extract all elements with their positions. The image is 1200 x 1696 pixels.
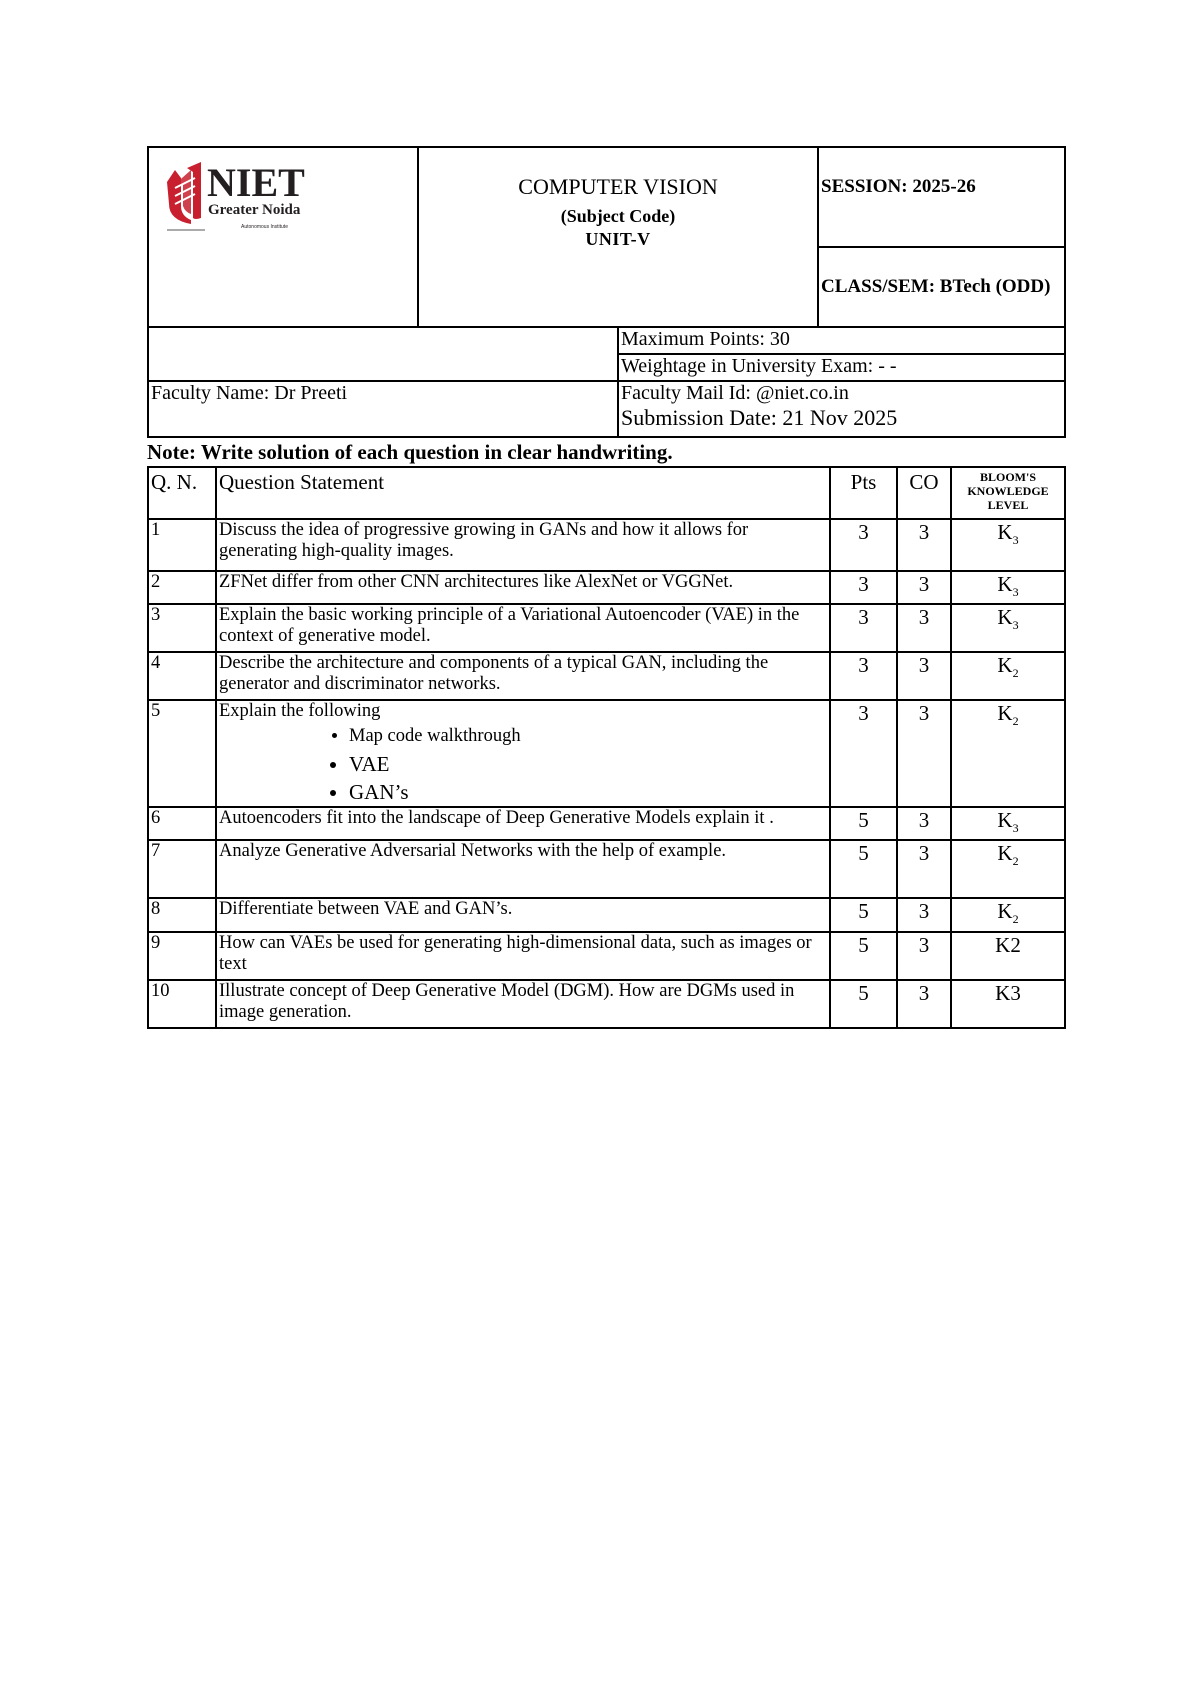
col-co: CO xyxy=(897,467,951,519)
question-statement xyxy=(216,519,830,571)
question-number: 6 xyxy=(148,807,216,840)
level-text: K xyxy=(997,841,1013,866)
submission-date: Submission Date: 21 Nov 2025 xyxy=(621,405,898,430)
question-statement xyxy=(216,932,830,980)
question-statement xyxy=(216,980,830,1028)
note: Note: Write solution of each question in clear handwriting. xyxy=(147,440,673,464)
question-statement xyxy=(216,700,830,807)
question-pts: 5 xyxy=(830,840,897,898)
question-row xyxy=(148,898,1065,931)
question-pts: 3 xyxy=(830,652,897,700)
level-text: K xyxy=(997,520,1013,544)
question-co: 3 xyxy=(897,571,951,604)
weightage: Weightage in University Exam: - - xyxy=(621,355,897,377)
question-pts: 3 xyxy=(830,700,897,807)
question-statement xyxy=(216,807,830,840)
level-subscript: 3 xyxy=(1012,618,1019,633)
question-row xyxy=(148,807,1065,840)
weightage-cell xyxy=(618,354,1065,381)
max-points: Maximum Points: 30 xyxy=(621,328,790,350)
level-text: K3 xyxy=(995,980,1021,1005)
question-pts: 5 xyxy=(830,898,897,931)
session-label: SESSION: 2025-26 xyxy=(821,176,976,197)
table-header-row xyxy=(148,467,1065,519)
logo-tagline: Autonomous Institute xyxy=(241,224,288,230)
max-points-cell xyxy=(618,327,1065,354)
question-text: Differentiate between VAE and GAN’s. xyxy=(219,899,513,920)
question-text: Describe the architecture and components of a typical GAN, including the generator and discriminator networks. xyxy=(219,653,769,695)
question-co: 3 xyxy=(897,980,951,1028)
question-text: Analyze Generative Adversarial Networks with the help of example. xyxy=(219,841,727,862)
question-co: 3 xyxy=(897,700,951,807)
level-subscript: 3 xyxy=(1012,585,1019,600)
unit-label: UNIT-V xyxy=(585,229,651,249)
question-co: 3 xyxy=(897,898,951,931)
question-level xyxy=(951,604,1065,652)
col-statement: Question Statement xyxy=(216,467,830,519)
question-pts: 3 xyxy=(830,571,897,604)
question-row xyxy=(148,932,1065,980)
question-text: Autoencoders fit into the landscape of Deep Generative Models explain it . xyxy=(219,808,774,829)
session-cell xyxy=(818,147,1065,247)
question-co: 3 xyxy=(897,807,951,840)
question-statement xyxy=(216,652,830,700)
question-co: 3 xyxy=(897,519,951,571)
question-row xyxy=(148,700,1065,807)
question-level xyxy=(951,840,1065,898)
faculty-mail: Faculty Mail Id: @niet.co.in xyxy=(621,382,849,404)
question-text: Discuss the idea of progressive growing in GANs and how it allows for generating high-quality images. xyxy=(219,520,749,561)
question-level xyxy=(951,807,1065,840)
level-subscript: 3 xyxy=(1012,821,1019,836)
question-text: Explain the following xyxy=(219,701,381,722)
level-text: K2 xyxy=(995,932,1021,957)
question-co: 3 xyxy=(897,652,951,700)
question-number: 7 xyxy=(148,840,216,898)
question-number: 2 xyxy=(148,571,216,604)
question-row xyxy=(148,571,1065,604)
question-statement xyxy=(216,604,830,652)
level-text: K xyxy=(997,605,1013,630)
question-pts: 5 xyxy=(830,807,897,840)
question-number: 5 xyxy=(148,700,216,807)
question-statement xyxy=(216,840,830,898)
question-text: How can VAEs be used for generating high-dimensional data, such as images or text xyxy=(219,932,812,974)
question-level xyxy=(951,571,1065,604)
col-pts: Pts xyxy=(830,467,897,519)
question-row xyxy=(148,519,1065,571)
bullet-item: • GAN’s xyxy=(349,778,827,806)
bullet-item: • VAE xyxy=(349,750,827,778)
level-text: K xyxy=(997,899,1013,924)
logo-subtitle: Greater Noida xyxy=(208,202,301,218)
col-bloom: BLOOM'S KNOWLEDGE LEVEL xyxy=(951,467,1065,519)
level-subscript: 3 xyxy=(1012,533,1019,548)
faculty-name: Faculty Name: Dr Preeti xyxy=(151,382,348,404)
logo-text: NIET xyxy=(207,160,305,205)
question-row xyxy=(148,980,1065,1028)
subject-code: (Subject Code) xyxy=(560,206,676,226)
question-pts: 3 xyxy=(830,604,897,652)
header-table xyxy=(147,146,1066,438)
question-number: 8 xyxy=(148,898,216,931)
blank-cell xyxy=(148,327,618,381)
course-title-cell xyxy=(418,147,818,327)
level-subscript: 2 xyxy=(1012,666,1019,681)
course-name: COMPUTER VISION xyxy=(518,174,718,199)
level-subscript: 2 xyxy=(1012,912,1019,927)
level-subscript: 2 xyxy=(1012,854,1019,869)
question-co: 3 xyxy=(897,604,951,652)
question-level xyxy=(951,519,1065,571)
question-statement xyxy=(216,898,830,931)
question-number: 10 xyxy=(148,980,216,1028)
level-text: K xyxy=(997,701,1013,726)
question-statement xyxy=(216,571,830,604)
question-number: 3 xyxy=(148,604,216,652)
level-text: K xyxy=(997,808,1013,833)
question-level xyxy=(951,932,1065,980)
bullet-list xyxy=(219,722,827,806)
niet-logo xyxy=(161,156,321,236)
question-row xyxy=(148,840,1065,898)
question-co: 3 xyxy=(897,840,951,898)
question-pts: 5 xyxy=(830,980,897,1028)
question-level xyxy=(951,980,1065,1028)
question-pts: 3 xyxy=(830,519,897,571)
class-sem-cell xyxy=(818,247,1065,327)
question-text: Illustrate concept of Deep Generative Model (DGM). How are DGMs used in image generation. xyxy=(219,980,795,1022)
class-sem-label: CLASS/SEM: BTech (ODD) xyxy=(821,276,1051,297)
question-text: ZFNet differ from other CNN architectures like AlexNet or VGGNet. xyxy=(219,572,734,592)
question-co: 3 xyxy=(897,932,951,980)
question-row xyxy=(148,604,1065,652)
question-number: 1 xyxy=(148,519,216,571)
question-row xyxy=(148,652,1065,700)
question-number: 4 xyxy=(148,652,216,700)
question-text: Explain the basic working principle of a Variational Autoencoder (VAE) in the context of generative model. xyxy=(219,605,800,647)
questions-table xyxy=(147,466,1066,1029)
question-level xyxy=(951,652,1065,700)
level-text: K xyxy=(997,653,1013,678)
level-text: K xyxy=(997,572,1013,596)
question-number: 9 xyxy=(148,932,216,980)
level-subscript: 2 xyxy=(1012,714,1019,729)
question-pts: 5 xyxy=(830,932,897,980)
faculty-contact-cell xyxy=(618,381,1065,437)
bullet-item: • Map code walkthrough xyxy=(349,722,827,750)
col-qn: Q. N. xyxy=(148,467,216,519)
question-level xyxy=(951,700,1065,807)
faculty-name-cell xyxy=(148,381,618,437)
question-level xyxy=(951,898,1065,931)
logo-cell xyxy=(148,147,418,327)
